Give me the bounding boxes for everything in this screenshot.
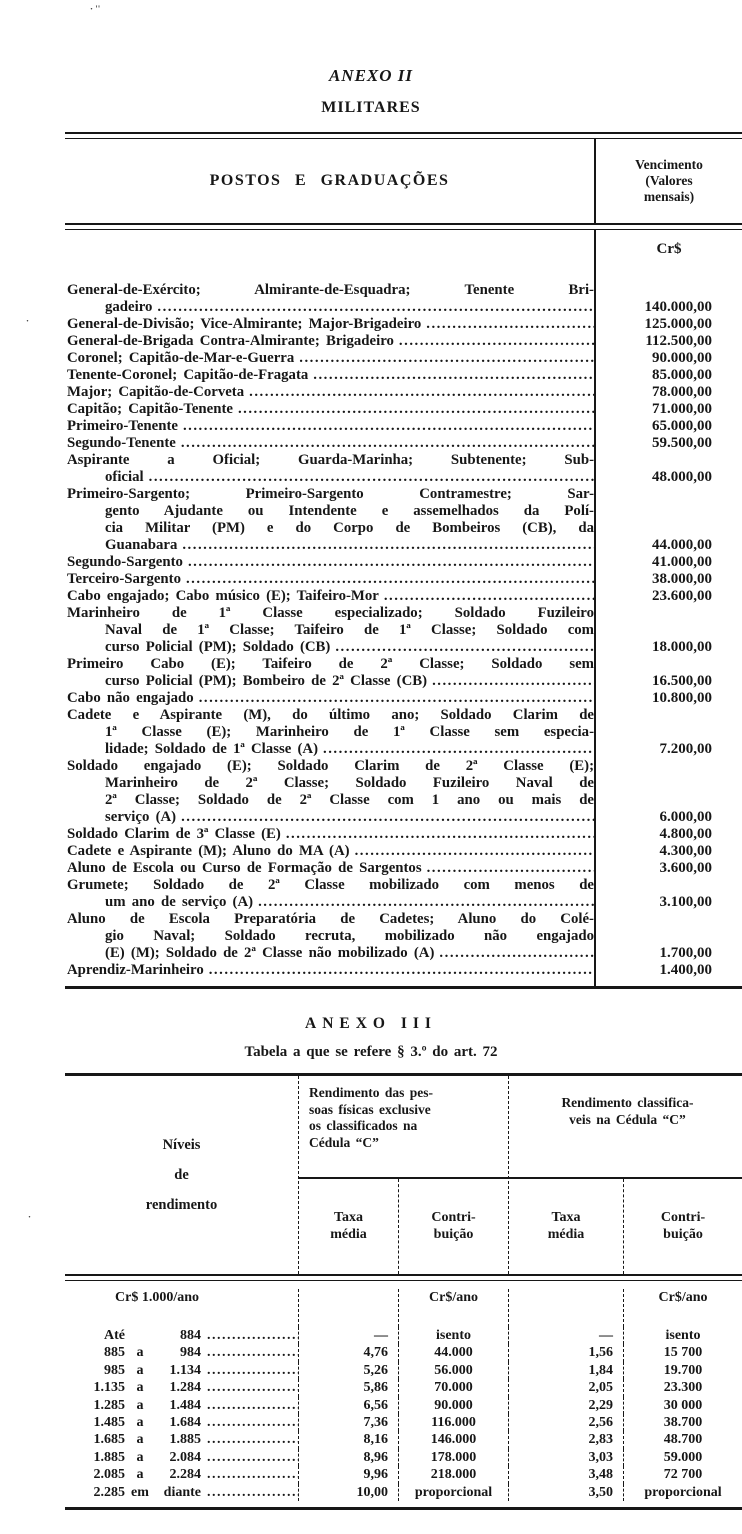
salary-value: 38.000,00 bbox=[652, 571, 712, 587]
dot-leader bbox=[183, 554, 594, 571]
taxa-media-1-cell: 5,26 bbox=[299, 1362, 399, 1379]
salary-value: 90.000,00 bbox=[652, 350, 712, 366]
salary-value: 71.000,00 bbox=[652, 401, 712, 417]
income-level-cell: Até 884 ..... bbox=[65, 1327, 299, 1344]
contribuicao-2-cell: proporcional bbox=[644, 1484, 722, 1500]
anexo3-subtitle: Tabela a que se refere § 3.º do art. 72 bbox=[244, 1044, 498, 1060]
dot-leader bbox=[318, 741, 594, 758]
dot-leader bbox=[233, 401, 594, 418]
contribuicao-1-cell: 146.000 bbox=[399, 1431, 509, 1448]
contribuicao-1-cell: 218.000 bbox=[399, 1466, 509, 1483]
salary-value: 6.000,00 bbox=[659, 809, 712, 825]
contribuicao-1-cell: 70.000 bbox=[399, 1379, 509, 1396]
income-level-row bbox=[65, 1431, 742, 1448]
dot-leader bbox=[201, 1327, 298, 1344]
rank-description: General-de-Exército; Almirante-de-Esquadra; Tenente Bri- gadeiro ..... bbox=[65, 282, 596, 316]
group-header-cedula-c: Rendimento classifica- veis na Cédula “C” Taxa média Contri- buição bbox=[509, 1076, 742, 1274]
income-level-row bbox=[65, 1379, 742, 1396]
dot-leader bbox=[244, 384, 594, 401]
currency-unit-row bbox=[65, 230, 742, 282]
taxa-media-2-cell: 1,84 bbox=[509, 1362, 624, 1379]
taxa-media-2-cell: 2,29 bbox=[509, 1397, 624, 1414]
income-level-cell: 1.685 a 1.885 ..... bbox=[65, 1431, 299, 1448]
salary-value: 4.300,00 bbox=[659, 843, 712, 859]
table-row bbox=[65, 452, 742, 486]
dot-leader bbox=[194, 690, 594, 707]
income-level-cell: 985 a 1.134 ..... bbox=[65, 1362, 299, 1379]
rank-description: Soldado Clarim de 3ª Classe (E) ..... bbox=[65, 826, 596, 843]
salary-value: 16.500,00 bbox=[652, 673, 712, 689]
dot-leader bbox=[177, 537, 594, 554]
income-level-cell: 2.085 a 2.284 ..... bbox=[65, 1466, 299, 1483]
table-row bbox=[65, 877, 742, 911]
rank-rows bbox=[65, 282, 742, 979]
rank-description: Aspirante a Oficial; Guarda-Marinha; Subtenente; Sub- oficial ..... bbox=[65, 452, 596, 486]
dot-leader bbox=[201, 1484, 298, 1501]
table-row bbox=[65, 418, 742, 435]
income-tax-table-body bbox=[65, 1281, 742, 1507]
dot-leader bbox=[152, 299, 594, 316]
table-row bbox=[65, 860, 742, 877]
dot-leader bbox=[201, 1449, 298, 1466]
salary-value: 1.400,00 bbox=[659, 962, 712, 978]
rank-description: General-de-Divisão; Vice-Almirante; Major-Brigadeiro ..... bbox=[65, 316, 596, 333]
rank-description: Grumete; Soldado de 2ª Classe mobilizado com menos de um ano de serviço (A) ..... bbox=[65, 877, 596, 911]
dot-leader bbox=[201, 1466, 298, 1483]
taxa-media-2-cell: 3,50 bbox=[509, 1484, 624, 1501]
salary-value: 3.100,00 bbox=[659, 894, 712, 910]
dot-leader bbox=[253, 894, 594, 911]
table-row bbox=[65, 333, 742, 350]
table-row bbox=[65, 350, 742, 367]
subheader-contribuicao-1: Contri- buição bbox=[431, 1210, 476, 1242]
rank-description: Cabo não engajado ..... bbox=[65, 690, 596, 707]
dot-leader bbox=[394, 333, 594, 350]
dot-leader bbox=[201, 1431, 298, 1448]
contribuicao-1-cell: 178.000 bbox=[399, 1449, 509, 1466]
rank-description: Tenente-Coronel; Capitão-de-Fragata ..... bbox=[65, 367, 596, 384]
column-header-vencimento: Vencimento (Valores mensais) bbox=[635, 157, 703, 204]
rank-description: Soldado engajado (E); Soldado Clarim de 2ª Classe (E); Marinheiro de 2ª Classe; Soldado Fuzileiro Naval de 2ª Classe; Soldado de 2ª Classe com 1 ano ou mais de serviço (A) ..... bbox=[65, 758, 596, 826]
salary-value: 140.000,00 bbox=[644, 299, 712, 315]
rank-description: Aprendiz-Marinheiro ..... bbox=[65, 962, 596, 979]
taxa-media-1-cell: 4,76 bbox=[299, 1344, 399, 1361]
dot-leader bbox=[427, 673, 594, 690]
rank-description: Cabo engajado; Cabo músico (E); Taifeiro-Mor ..... bbox=[65, 588, 596, 605]
table-row bbox=[65, 316, 742, 333]
scan-artifact: · bbox=[26, 316, 30, 326]
rank-description: Segundo-Tenente ..... bbox=[65, 435, 596, 452]
scan-artifact: · bbox=[28, 1212, 32, 1222]
salary-value: 1.700,00 bbox=[659, 945, 712, 961]
subheader-taxa-media-1: Taxa média bbox=[299, 1179, 399, 1274]
rank-description: Segundo-Sargento ..... bbox=[65, 554, 596, 571]
unit-contribuicao-1: Cr$/ano bbox=[399, 1289, 509, 1327]
unit-row bbox=[65, 1289, 742, 1327]
contribuicao-2-cell: 15 700 bbox=[663, 1345, 703, 1361]
rank-description: Aluno de Escola ou Curso de Formação de Sargentos ..... bbox=[65, 860, 596, 877]
unit-niveis: Cr$ 1.000/ano bbox=[65, 1289, 299, 1327]
table-row bbox=[65, 605, 742, 656]
contribuicao-1-cell: 44.000 bbox=[399, 1344, 509, 1361]
table-row bbox=[65, 554, 742, 571]
contribuicao-1-cell: 116.000 bbox=[399, 1414, 509, 1431]
table-row bbox=[65, 656, 742, 690]
table-row bbox=[65, 911, 742, 962]
salary-value: 4.800,00 bbox=[659, 826, 712, 842]
scan-artifact: · '' bbox=[90, 4, 101, 14]
dot-leader bbox=[201, 1344, 298, 1361]
table-row bbox=[65, 962, 742, 979]
income-level-row bbox=[65, 1327, 742, 1344]
table-top-rule bbox=[65, 132, 742, 139]
income-level-cell: 1.285 a 1.484 ..... bbox=[65, 1397, 299, 1414]
income-level-rows bbox=[65, 1327, 742, 1501]
rank-description: Cadete e Aspirante (M); Aluno do MA (A) ..... bbox=[65, 843, 596, 860]
rank-description: Aluno de Escola Preparatória de Cadetes; Aluno do Colé- gio Naval; Soldado recruta, mobilizado não engajado (E) (M); Soldado de 2ª Classe não mobilizado (A) ..... bbox=[65, 911, 596, 962]
subheader-contribuicao-2: Contri- buição bbox=[660, 1210, 706, 1242]
taxa-media-2-cell: 1,56 bbox=[509, 1344, 624, 1361]
dot-leader bbox=[379, 588, 594, 605]
rank-description: Marinheiro de 1ª Classe especializado; Soldado Fuzileiro Naval de 1ª Classe; Taifeiro de 1ª Classe; Soldado com curso Policial (PM); Soldado (CB) ..... bbox=[65, 605, 596, 656]
table-row bbox=[65, 843, 742, 860]
header-bottom-rule bbox=[65, 1274, 742, 1281]
dot-leader bbox=[281, 826, 594, 843]
income-level-cell: 2.285 em diante ..... bbox=[65, 1484, 299, 1501]
income-level-row bbox=[65, 1344, 742, 1361]
dot-leader bbox=[434, 945, 594, 962]
dot-leader bbox=[176, 435, 594, 452]
salary-value: 10.800,00 bbox=[652, 690, 712, 706]
salary-value: 112.500,00 bbox=[645, 333, 712, 349]
military-pay-table-body bbox=[65, 230, 742, 986]
salary-value: 85.000,00 bbox=[652, 367, 712, 383]
contribuicao-1-cell: 56.000 bbox=[399, 1362, 509, 1379]
dot-leader bbox=[201, 1414, 298, 1431]
rank-description: Primeiro-Sargento; Primeiro-Sargento Contramestre; Sar- gento Ajudante ou Intendente e assemelhados da Polí- cia Militar (PM) e do Corpo de Bombeiros (CB), da Guanabara ..... bbox=[65, 486, 596, 554]
unit-contribuicao-2: Cr$/ano bbox=[658, 1290, 708, 1305]
taxa-media-2-cell: — bbox=[509, 1327, 624, 1344]
anexo3-title: ANEXO III bbox=[305, 1015, 437, 1032]
dot-leader bbox=[176, 809, 594, 826]
taxa-media-2-cell: 2,83 bbox=[509, 1431, 624, 1448]
salary-value: 59.500,00 bbox=[652, 435, 712, 451]
dot-leader bbox=[421, 316, 594, 333]
taxa-media-1-cell: 9,96 bbox=[299, 1466, 399, 1483]
military-pay-table-header bbox=[65, 139, 742, 223]
contribuicao-1-cell: proporcional bbox=[399, 1484, 509, 1501]
taxa-media-2-cell: 3,03 bbox=[509, 1449, 624, 1466]
currency-unit-label: Cr$ bbox=[656, 241, 682, 257]
salary-value: 7.200,00 bbox=[659, 741, 712, 757]
taxa-media-1-cell: — bbox=[299, 1327, 399, 1344]
income-level-row bbox=[65, 1449, 742, 1466]
salary-value: 65.000,00 bbox=[652, 418, 712, 434]
dot-leader bbox=[308, 367, 594, 384]
income-tax-table-header bbox=[65, 1076, 742, 1274]
rank-description: Coronel; Capitão-de-Mar-e-Guerra ..... bbox=[65, 350, 596, 367]
rank-description: Cadete e Aspirante (M), do último ano; Soldado Clarim de 1ª Classe (E); Marinheiro de 1ª Classe sem especia- lidade; Soldado de 1ª Classe (A) ..... bbox=[65, 707, 596, 758]
income-level-row bbox=[65, 1414, 742, 1431]
rank-description: Primeiro-Tenente ..... bbox=[65, 418, 596, 435]
income-level-row bbox=[65, 1397, 742, 1414]
column-header-postos: POSTOS E GRADUAÇÕES bbox=[65, 139, 596, 223]
salary-value: 78.000,00 bbox=[652, 384, 712, 400]
income-tax-table bbox=[65, 1073, 742, 1510]
dot-leader bbox=[201, 1397, 298, 1414]
table-bottom-rule bbox=[65, 986, 742, 989]
dot-leader bbox=[178, 418, 594, 435]
contribuicao-1-cell: isento bbox=[399, 1327, 509, 1344]
contribuicao-2-cell: isento bbox=[665, 1328, 701, 1343]
contribuicao-2-cell: 30 000 bbox=[663, 1397, 703, 1413]
table-row bbox=[65, 690, 742, 707]
income-level-cell: 1.485 a 1.684 ..... bbox=[65, 1414, 299, 1431]
contribuicao-2-cell: 72 700 bbox=[663, 1467, 703, 1483]
anexo2-title: ANEXO II bbox=[328, 66, 414, 85]
income-level-row bbox=[65, 1362, 742, 1379]
salary-value: 3.600,00 bbox=[659, 860, 712, 876]
table-row bbox=[65, 435, 742, 452]
dot-leader bbox=[201, 1379, 298, 1396]
table-row bbox=[65, 401, 742, 418]
table-row bbox=[65, 707, 742, 758]
header-bottom-rule bbox=[65, 223, 742, 230]
salary-value: 18.000,00 bbox=[652, 639, 712, 655]
contribuicao-2-cell: 59.000 bbox=[663, 1449, 703, 1465]
dot-leader bbox=[294, 350, 594, 367]
salary-value: 44.000,00 bbox=[652, 537, 712, 553]
taxa-media-2-cell: 3,48 bbox=[509, 1466, 624, 1483]
table-row bbox=[65, 282, 742, 316]
table-row bbox=[65, 826, 742, 843]
taxa-media-1-cell: 5,86 bbox=[299, 1379, 399, 1396]
taxa-media-1-cell: 7,36 bbox=[299, 1414, 399, 1431]
taxa-media-1-cell: 8,16 bbox=[299, 1431, 399, 1448]
salary-value: 41.000,00 bbox=[652, 554, 712, 570]
dot-leader bbox=[144, 469, 594, 486]
income-level-cell: 1.885 a 2.084 ..... bbox=[65, 1449, 299, 1466]
rank-description: Primeiro Cabo (E); Taifeiro de 2ª Classe; Soldado sem curso Policial (PM); Bombeiro de 2ª Classe (CB) ..... bbox=[65, 656, 596, 690]
taxa-media-1-cell: 10,00 bbox=[299, 1484, 399, 1501]
table-row bbox=[65, 384, 742, 401]
taxa-media-2-cell: 2,56 bbox=[509, 1414, 624, 1431]
taxa-media-1-cell: 8,96 bbox=[299, 1449, 399, 1466]
table-row bbox=[65, 758, 742, 826]
table-row bbox=[65, 486, 742, 554]
group-header-pessoas-fisicas: Rendimento das pes- soas físicas exclusive os classificados na Cédula “C” Taxa média Contri- buição bbox=[299, 1076, 509, 1274]
military-pay-table bbox=[65, 132, 742, 989]
rank-description: Terceiro-Sargento ..... bbox=[65, 571, 596, 588]
dot-leader bbox=[201, 1362, 298, 1379]
contribuicao-1-cell: 90.000 bbox=[399, 1397, 509, 1414]
column-header-niveis: Níveis de rendimento bbox=[65, 1076, 299, 1274]
salary-value: 48.000,00 bbox=[652, 469, 712, 485]
dot-leader bbox=[204, 962, 594, 979]
taxa-media-2-cell: 2,05 bbox=[509, 1379, 624, 1396]
rank-description: Capitão; Capitão-Tenente ..... bbox=[65, 401, 596, 418]
rank-description: Major; Capitão-de-Corveta ..... bbox=[65, 384, 596, 401]
taxa-media-1-cell: 6,56 bbox=[299, 1397, 399, 1414]
salary-value: 23.600,00 bbox=[652, 588, 712, 604]
income-level-cell: 885 a 984 ..... bbox=[65, 1344, 299, 1361]
dot-leader bbox=[422, 860, 594, 877]
income-level-row bbox=[65, 1484, 742, 1501]
contribuicao-2-cell: 23.300 bbox=[663, 1380, 703, 1396]
dot-leader bbox=[330, 639, 594, 656]
income-level-row bbox=[65, 1466, 742, 1483]
anexo2-subtitle: MILITARES bbox=[321, 99, 421, 116]
table-bottom-rule bbox=[65, 1507, 742, 1510]
contribuicao-2-cell: 38.700 bbox=[663, 1414, 703, 1430]
contribuicao-2-cell: 48.700 bbox=[663, 1432, 703, 1448]
table-row bbox=[65, 588, 742, 605]
contribuicao-2-cell: 19.700 bbox=[663, 1362, 703, 1378]
salary-value: 125.000,00 bbox=[644, 316, 712, 332]
rank-description: General-de-Brigada Contra-Almirante; Brigadeiro ..... bbox=[65, 333, 596, 350]
subheader-taxa-media-2: Taxa média bbox=[509, 1179, 624, 1274]
dot-leader bbox=[181, 571, 594, 588]
dot-leader bbox=[350, 843, 594, 860]
income-level-cell: 1.135 a 1.284 ..... bbox=[65, 1379, 299, 1396]
table-row bbox=[65, 367, 742, 384]
table-row bbox=[65, 571, 742, 588]
